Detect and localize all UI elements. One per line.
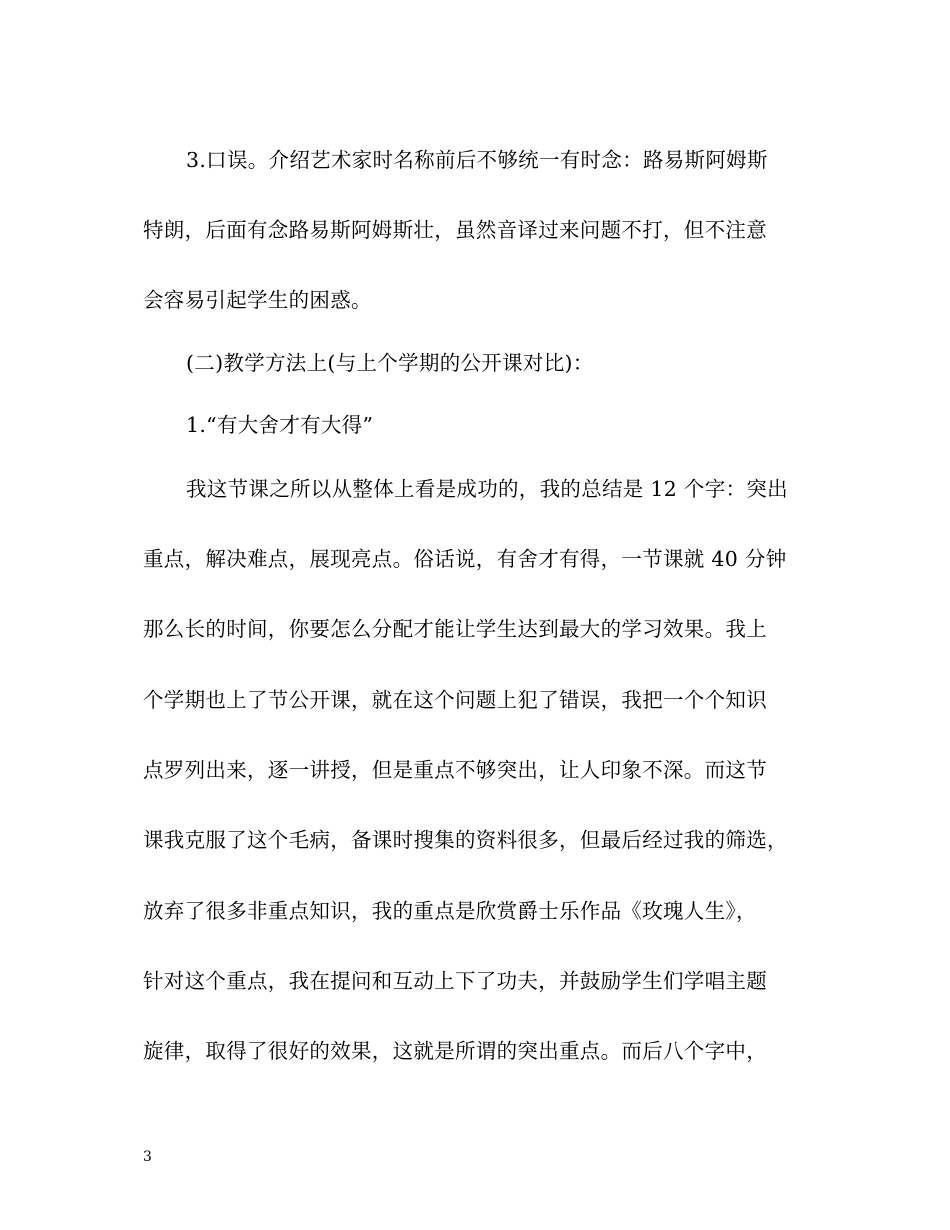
text-line-10: 点罗列出来，逐一讲授，但是重点不够突出，让人印象不深。而这节	[143, 758, 767, 782]
text-line-6: 我这节课之所以从整体上看是成功的，我的总结是 12 个字：突出	[186, 477, 788, 501]
subsection-heading: 1.“有大舍才有大得”	[186, 413, 374, 437]
text-line-13: 针对这个重点，我在提问和互动上下了功夫，并鼓励学生们学唱主题	[143, 969, 767, 993]
text-line-12: 放弃了很多非重点知识，我的重点是欣赏爵士乐作品《玫瑰人生》，	[143, 899, 757, 923]
text-line-1: 3.口误。介绍艺术家时名称前后不够统一有时念：路易斯阿姆斯	[186, 148, 768, 172]
text-line-9: 个学期也上了节公开课，就在这个问题上犯了错误，我把一个个知识	[143, 688, 767, 712]
section-heading: (二)教学方法上(与上个学期的公开课对比)：	[186, 351, 594, 375]
text-line-8: 那么长的时间，你要怎么分配才能让学生达到最大的学习效果。我上	[143, 617, 767, 641]
text-line-7: 重点，解决难点，展现亮点。俗话说，有舍才有得，一节课就 40 分钟	[143, 547, 787, 571]
text-line-3: 会容易引起学生的困惑。	[143, 288, 372, 312]
text-line-2: 特朗，后面有念路易斯阿姆斯壮，虽然音译过来问题不打，但不注意	[143, 218, 767, 242]
text-line-14: 旋律，取得了很好的效果，这就是所谓的突出重点。而后八个字中，	[143, 1039, 767, 1063]
text-line-11: 课我克服了这个毛病，备课时搜集的资料很多，但最后经过我的筛选，	[143, 828, 788, 852]
page-number: 3	[143, 1149, 152, 1165]
